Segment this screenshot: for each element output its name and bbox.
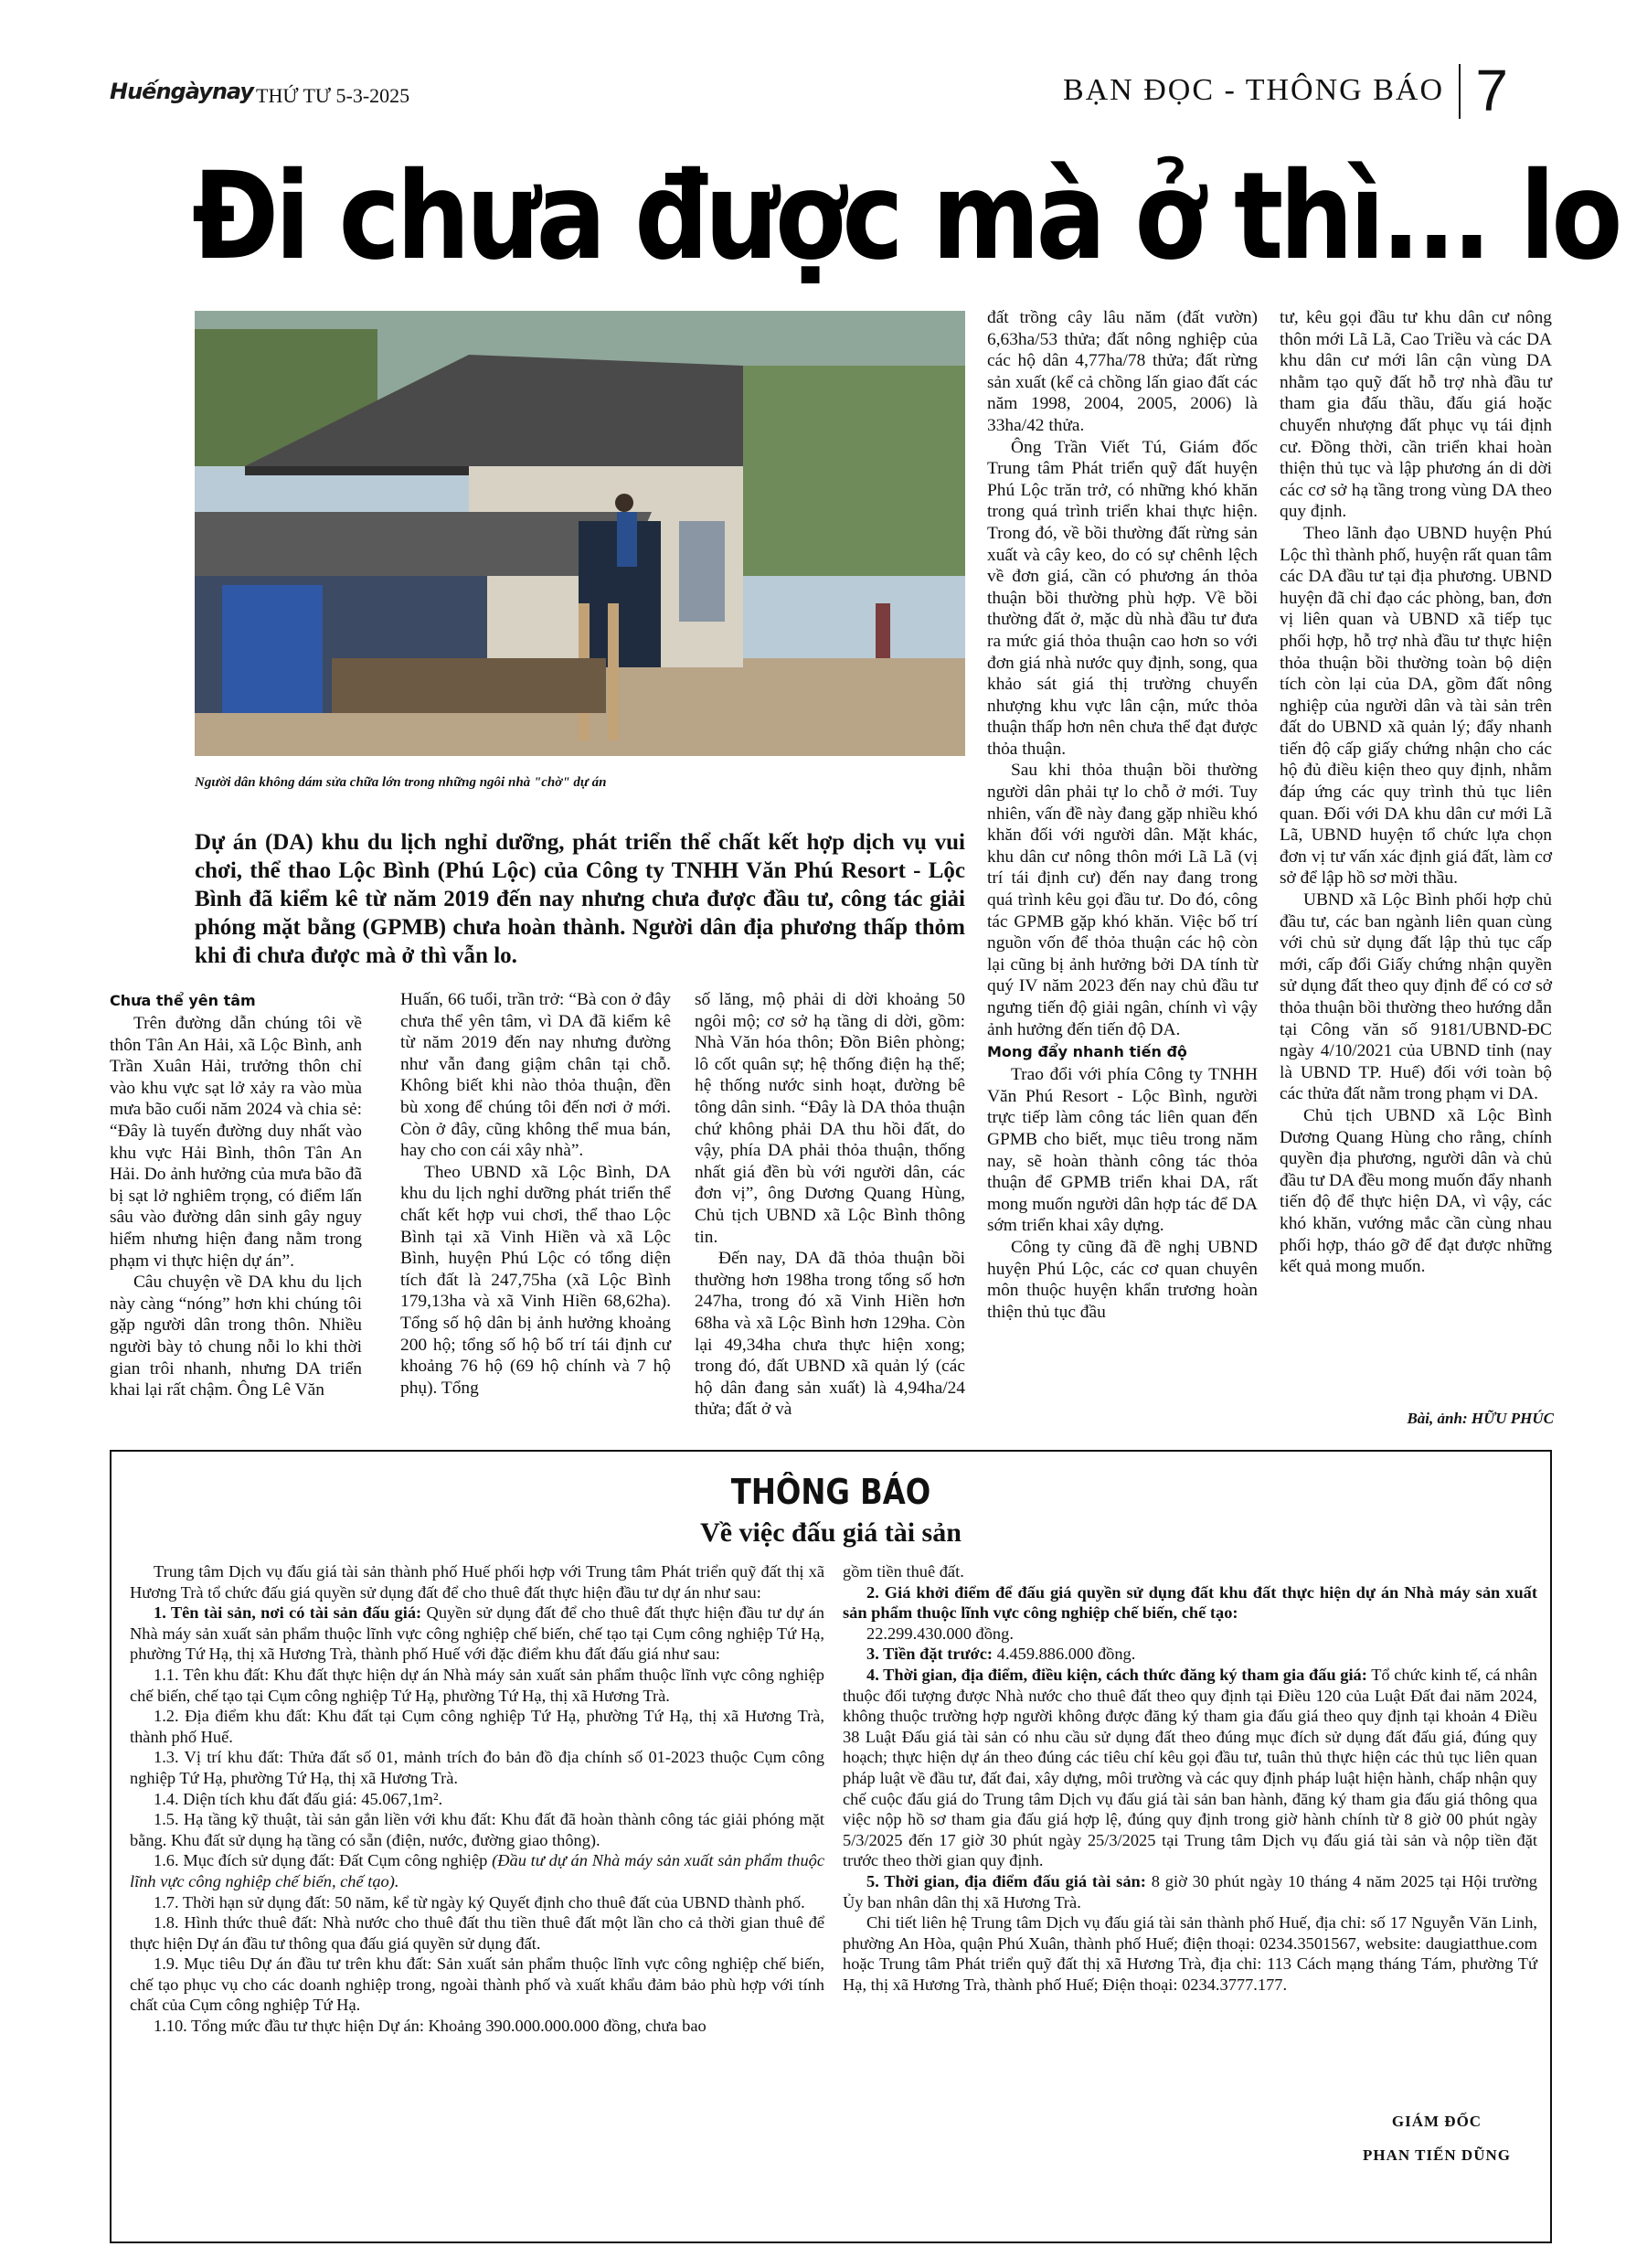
section-label: 3. Tiền đặt trước: (866, 1645, 994, 1664)
signature-title: GIÁM ĐỐC (1391, 2113, 1482, 2130)
section-text: 8 giờ 30 phút ngày 10 tháng 4 năm 2025 tại Hội trường Ủy ban nhân dân thị xã Hương Trà. (843, 1871, 1537, 1911)
masthead (110, 58, 1545, 123)
item-italic: (Đầu tư dự án Nhà máy sản xuất sản phẩm thuộc lĩnh vực công nghiệp chế biến, chế tạo). (130, 1851, 825, 1890)
paragraph: 22.299.430.000 đồng. (866, 1624, 1014, 1643)
masthead-divider (1459, 64, 1461, 119)
paragraph: 1.3. Vị trí khu đất: Thửa đất số 01, mảnh trích đo bản đồ địa chính số 01-2023 thuộc Cụm công nghiệp Tứ Hạ, phường Tứ Hạ, thị xã Hương Trà. (130, 1748, 824, 1787)
paragraph: Theo lãnh đạo UBND huyện Phú Lộc thì thành phố, huyện rất quan tâm các DA đầu tư tại địa phương. UBND huyện đã chỉ đạo các phòng, ban, đơn vị liên quan và UBND xã tiếp tục phối hợp, hỗ trợ nhà đầu tư thực hiện thỏa thuận bồi thường toàn bộ diện tích còn lại của DA, gồm đất nông nghiệp của người dân và tài sản trên đất do UBND xã quản lý; đẩy nhanh tiến độ cấp giấy chứng nhận cho các hộ đủ điều kiện theo quy định, nhằm đáp ứng các quy trình thủ tục liên quan. Đối với DA khu dân cư mới Lã Lã, UBND huyện tổ chức lựa chọn đơn vị tư vấn xác định giá đất, làm cơ sở để lập hồ sơ mời thầu. (1280, 523, 1552, 889)
photo-caption: Người dân không dám sửa chữa lớn trong những ngôi nhà "chờ" dự án (195, 775, 607, 790)
paragraph: UBND xã Lộc Bình phối hợp chủ đầu tư, các ban ngành liên quan cùng với chủ sử dụng đất lập thủ tục cấp mới, cấp đổi Giấy chứng nhận quyền sử dụng đất theo quy định để có cơ sở thỏa thuận bồi thường theo hướng dẫn tại Công văn số 9181/UBND-ĐC ngày 4/10/2021 của UBND tỉnh (nay là UBND TP. Huế) đối với toàn bộ các thửa đất nằm trong phạm vi DA. (1280, 890, 1552, 1104)
paragraph: 1.5. Hạ tầng kỹ thuật, tài sản gắn liền với khu đất: Khu đất đã hoàn thành công tác giải phóng mặt bằng. Khu đất sử dụng hạ tầng có sẵn (điện, nước, đường giao thông). (130, 1810, 824, 1849)
notice-title: THÔNG BÁO (730, 1472, 931, 1512)
paragraph: Chi tiết liên hệ Trung tâm Dịch vụ đấu giá tài sản thành phố Huế, địa chỉ: số 17 Nguyễn Văn Linh, phường An Hòa, quận Phú Xuân, thành phố Huế; điện thoại: 0234.3501567, website: daugiatthue.com hoặc Trung tâm Phát triển quỹ đất thị xã Hương Trà, địa chỉ: 113 Cách mạng tháng Tám, phường Tứ Hạ, thị xã Hương Trà, thành phố Huế; Điện thoại: 0234.3777.177. (843, 1913, 1537, 1994)
section-text: Quyền sử dụng đất để cho thuê đất thực hiện đầu tư dự án Nhà máy sản xuất sản phẩm thuộc lĩnh vực công nghiệp chế biến, chế tạo tại Cụm công nghiệp Tứ Hạ, phường Tứ Hạ, thị xã Hương Trà, thành phố Huế với đặc điểm khu đất đấu giá như sau: (130, 1603, 824, 1664)
paragraph: tư, kêu gọi đầu tư khu dân cư nông thôn mới Lã Lã, Cao Triều và các DA khu dân cư mới lân cận vùng DA nhằm tạo quỹ đất hỗ trợ nhà đầu tư tham gia đấu thầu, đấu giá hoặc chuyển nhượng đất phục vụ tái định cư. Đồng thời, cần triển khai hoàn thiện thủ tục và lập phương án di dời các cơ sở hạ tầng trong vùng DA theo quy định. (1280, 308, 1552, 522)
section-label: 1. Tên tài sản, nơi có tài sản đấu giá: (154, 1603, 422, 1623)
article-column-1 (110, 989, 362, 1401)
article-column-5 (1280, 307, 1552, 1278)
newspaper-logo: Huếngàynay (110, 79, 254, 104)
paragraph: Ông Trần Viết Tú, Giám đốc Trung tâm Phát triển quỹ đất huyện Phú Lộc trăn trở, có những khó khăn trong quá trình triển khai thực hiện. Trong đó, về bồi thường đất rừng sản xuất và cây keo, do có sự chênh lệch về đơn giá, cần có phương án thỏa thuận bồi thường phù hợp. Về bồi thường đất ở, mặc dù nhà đầu tư đưa ra mức giá thỏa thuận cao hơn so với đơn giá nhà nước quy định, song, qua khảo sát giá thị trường chuyển nhượng khu vực lân cận, mức thỏa thuận thấp hơn nên chưa thể đạt được thỏa thuận. (987, 437, 1258, 759)
article-column-3 (695, 989, 965, 1421)
notice-subtitle: Về việc đấu giá tài sản (700, 1517, 962, 1548)
paragraph: Câu chuyện về DA khu du lịch này càng “nóng” hơn khi chúng tôi gặp người dân trong thôn. Nhiều người bày tỏ chung nỗi lo khi thời gian trôi nhanh, nhưng DA triển khai lại rất chậm. Ông Lê Văn (110, 1272, 362, 1400)
page-number: 7 (1475, 58, 1508, 123)
paragraph (843, 1644, 1537, 1665)
subhead-chua-the-yen-tam: Chưa thể yên tâm (110, 992, 256, 1009)
subhead-mong-day-nhanh: Mong đẩy nhanh tiến độ (987, 1043, 1187, 1061)
paragraph (843, 1871, 1537, 1912)
paragraph: Theo UBND xã Lộc Bình, DA khu du lịch nghỉ dưỡng phát triển thể chất kết hợp vui chơi, thể thao Lộc Bình tại xã Vinh Hiền và xã Lộc Bình, huyện Phú Lộc có tổng diện tích đất là 247,75ha (xã Lộc Bình 179,13ha và xã Vinh Hiền 68,62ha). Tổng số hộ dân bị ảnh hưởng khoảng 200 hộ; tổng số hộ bố trí tái định cư khoảng 76 hộ (69 hộ chính và 7 hộ phụ). Tổng (400, 1162, 671, 1398)
paragraph (843, 1582, 1537, 1624)
paragraph: 1.9. Mục tiêu Dự án đầu tư trên khu đất: Sản xuất sản phẩm thuộc lĩnh vực công nghiệp chế biến, chế tạo phục vụ cho các doanh nghiệp trong, ngoài thành phố và xuất khẩu đảm bảo phù hợp với tính chất của Cụm công nghiệp Tứ Hạ. (130, 1954, 824, 2015)
article-byline: Bài, ảnh: HỮU PHÚC (1407, 1410, 1554, 1427)
paragraph: Trung tâm Dịch vụ đấu giá tài sản thành phố Huế phối hợp với Trung tâm Phát triển quỹ đất thị xã Hương Trà tổ chức đấu giá quyền sử dụng đất để cho thuê đất thực hiện đầu tư dự án như sau: (130, 1562, 824, 1602)
paragraph: đất trồng cây lâu năm (đất vườn) 6,63ha/53 thửa; đất nông nghiệp của các hộ dân 4,77ha/78 thửa; đất rừng sản xuất (kể cả chồng lấn giao đất các năm 1998, 2004, 2005, 2006) là 33ha/42 thửa. (987, 308, 1258, 435)
article-lead: Dự án (DA) khu du lịch nghỉ dưỡng, phát triển thể chất kết hợp dịch vụ vui chơi, thể thao Lộc Bình (Phú Lộc) của Công ty TNHH Văn Phú Resort - Lộc Bình đã kiểm kê từ năm 2019 đến nay nhưng chưa được đầu tư, công tác giải phóng mặt bằng (GPMB) chưa hoàn thành. Người dân địa phương thấp thỏm khi đi chưa được mà ở thì vẫn lo. (195, 830, 965, 968)
notice-left-column (130, 1561, 824, 2037)
section-label: 4. Thời gian, địa điểm, điều kiện, cách thức đăng ký tham gia đấu giá: (866, 1665, 1367, 1684)
paragraph: Trên đường dẫn chúng tôi về thôn Tân An Hải, xã Lộc Bình, anh Trần Xuân Hải, trưởng thôn chỉ vào khu vực sạt lở xảy ra vào mùa mưa bão cuối năm 2024 và chia sẻ: “Đây là tuyến đường duy nhất vào khu vực Hải Bình, thôn Tân An Hải. Do ảnh hưởng của mưa bão đã bị sạt lở nghiêm trọng, có điểm lấn sâu vào đường dân sinh gây nguy hiểm nhưng hiện đang nằm trong phạm vi thực hiện dự án”. (110, 1014, 362, 1271)
paragraph: Sau khi thỏa thuận bồi thường người dân phải tự lo chỗ ở mới. Tuy nhiên, vấn đề này đang gặp nhiều khó khăn đối với người dân. Mặt khác, khu dân cư nông thôn mới Lã Lã (vị trí tái định cư) đến nay đang trong quá trình kêu gọi đầu tư. Do đó, công tác GPMB gặp khó khăn. Việc bố trí nguồn vốn để thỏa thuận các hộ còn lại cũng bị ảnh hưởng bởi DA tính từ quý IV năm 2023 đến nay chủ đầu tư ngưng tiến độ giải ngân, chính vì vậy ảnh hưởng đến tiến độ DA. (987, 761, 1258, 1039)
signature-name: PHAN TIẾN DŨNG (1363, 2146, 1511, 2164)
section-title: BẠN ĐỌC - THÔNG BÁO (1062, 73, 1444, 107)
paragraph: 1.4. Diện tích khu đất đấu giá: 45.067,1m². (154, 1789, 443, 1808)
paragraph (130, 1603, 824, 1665)
paragraph: gồm tiền thuê đất. (843, 1562, 964, 1581)
paragraph: số lăng, mộ phải di dời khoảng 50 ngôi mộ; cơ sở hạ tầng di dời, gồm: Nhà Văn hóa thôn; Đồn Biên phòng; lô cốt quân sự; hệ thống điện hạ thế; hệ thống nước sinh hoạt, đường bê tông dân sinh. “Đây là DA thỏa thuận chứ không phải DA thu hồi đất, do vậy, phía DA phải thỏa thuận, thống nhất giá đền bù với người dân, các đơn vị”, ông Dương Quang Hùng, Chủ tịch UBND xã Lộc Bình thông tin. (695, 990, 965, 1247)
paragraph: 1.10. Tổng mức đầu tư thực hiện Dự án: Khoảng 390.000.000.000 đồng, chưa bao (154, 2017, 707, 2036)
notice-right-column (843, 1561, 1537, 1995)
paragraph: 1.8. Hình thức thuê đất: Nhà nước cho thuê đất thu tiền thuê đất một lần cho cả thời gian thuê để thực hiện Dự án đầu tư thông qua đấu giá quyền sử dụng đất. (130, 1913, 824, 1953)
paragraph: Huấn, 66 tuổi, trần trở: “Bà con ở đây chưa thể yên tâm, vì DA đã kiểm kê từ năm 2019 đến nay nhưng đường như vẫn đang giậm chân tại chỗ. Không biết khi nào thỏa thuận, đền bù xong để chúng tôi đến nơi ở mới. Còn ở đây, cũng không thể mua bán, hay cho con cái xây nhà”. (400, 990, 671, 1161)
auction-notice-box (110, 1450, 1552, 2243)
paragraph: 1.1. Tên khu đất: Khu đất thực hiện dự án Nhà máy sản xuất sản phẩm thuộc lĩnh vực công nghiệp chế biến, chế tạo tại Cụm công nghiệp Tứ Hạ, phường Tứ Hạ, thị xã Hương Trà. (130, 1665, 824, 1705)
item-text: 1.6. Mục đích sử dụng đất: Đất Cụm công nghiệp (154, 1851, 493, 1870)
article-photo (195, 311, 965, 756)
section-label: 5. Thời gian, địa điểm đấu giá tài sản: (866, 1871, 1146, 1890)
section-text: 4.459.886.000 đồng. (993, 1645, 1136, 1664)
article-column-4 (987, 307, 1258, 1323)
paragraph: Đến nay, DA đã thỏa thuận bồi thường hơn 198ha trong tổng số hơn 247ha, trong đó xã Vinh Hiền hơn 68ha và xã Lộc Bình hơn 129ha. Còn lại 49,34ha chưa thực hiện xong; trong đó, đất UBND xã quản lý (các hộ dân đang sản xuất) là 4,94ha/24 thửa; đất ở và (695, 1249, 965, 1420)
issue-date: THỨ TƯ 5-3-2025 (256, 84, 410, 107)
article-column-2 (400, 989, 671, 1399)
house-photo-illustration (195, 311, 965, 756)
paragraph (130, 1850, 824, 1891)
article-headline: Đi chưa được mà ở thì... lo (192, 146, 1620, 287)
paragraph: 1.7. Thời hạn sử dụng đất: 50 năm, kể từ ngày ký Quyết định cho thuê đất của UBND thành phố. (154, 1892, 805, 1911)
paragraph: 1.2. Địa điểm khu đất: Khu đất tại Cụm công nghiệp Tứ Hạ, phường Tứ Hạ, thị xã Hương Trà, thành phố Huế. (130, 1707, 824, 1746)
section-text: Tổ chức kinh tế, cá nhân thuộc đối tượng được Nhà nước cho thuê đất theo quy định tại Điều 120 của Luật Đất đai năm 2024, không thuộc trường hợp người không được đăng ký tham gia đấu giá theo quy định tại khoản 4 Điều 38 Luật Đấu giá tài sản có nhu cầu sử dụng đất theo đúng mục đích sử dụng đất đấu giá, đúng quy hoạch; thực hiện dự án theo đúng các tiêu chí kêu gọi đầu tư, tuân thủ thực hiện các thủ tục liên quan pháp luật về đầu tư, đất đai, xây dựng, môi trường và các quy định pháp luật hiện hành, chấp nhận quy chế cuộc đấu giá do Trung tâm Dịch vụ đấu giá tài sản ban hành, đăng ký tham gia đấu giá thông qua việc nộp hồ sơ tham gia đấu giá hợp lệ, đúng quy định trong giờ hành chính từ 8 giờ 00 phút ngày 5/3/2025 đến 17 giờ 30 phút ngày 25/3/2025 tại Trung tâm Dịch vụ đấu giá tài sản và nộp tiền đặt trước theo thời gian quy định. (843, 1665, 1537, 1870)
paragraph: Trao đổi với phía Công ty TNHH Văn Phú Resort - Lộc Bình, người trực tiếp làm công tác liên quan đến GPMB cho biết, mục tiêu trong năm nay, sẽ hoàn thành công tác thỏa thuận để GPMB triển khai DA, rất mong muốn người dân hợp tác để DA sớm triển khai xây dựng. (987, 1065, 1258, 1236)
paragraph: Công ty cũng đã đề nghị UBND huyện Phú Lộc, các cơ quan chuyên môn thuộc huyện khẩn trương hoàn thiện thủ tục đầu (987, 1237, 1258, 1322)
paragraph: Chủ tịch UBND xã Lộc Bình Dương Quang Hùng cho rằng, chính quyền địa phương, người dân và chủ đầu tư DA đều mong muốn đẩy nhanh tiến độ để thực hiện DA, vì vậy, các khó khăn, vướng mắc cần cùng nhau phối hợp, tháo gỡ để đạt được những kết quả mong muốn. (1280, 1105, 1552, 1277)
paragraph (843, 1665, 1537, 1871)
section-label: 2. Giá khởi điểm để đấu giá quyền sử dụng đất khu đất thực hiện dự án Nhà máy sản xuất sản phẩm thuộc lĩnh vực công nghiệp chế biến, chế tạo: (843, 1582, 1537, 1623)
